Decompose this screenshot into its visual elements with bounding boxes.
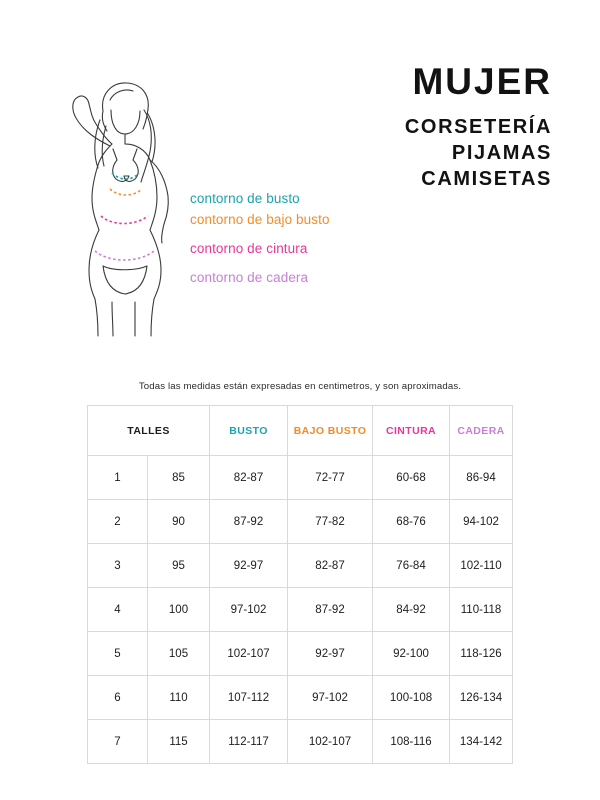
cell-cintura: 100-108 [373,676,450,720]
cell-talle: 5 [88,632,148,676]
cell-cintura: 92-100 [373,632,450,676]
page-title: MUJER [412,61,552,102]
cell-busto: 87-92 [210,500,288,544]
table-header-cadera: CADERA [450,406,513,456]
measurement-note: Todas las medidas están expresadas en centimetros, y son aproximadas. [138,381,462,392]
cell-talle-cm: 105 [148,632,210,676]
cell-bajo-busto: 87-92 [288,588,373,632]
legend-item-bajo-busto: contorno de bajo busto [190,212,330,227]
cell-bajo-busto: 82-87 [288,544,373,588]
table-body [88,456,513,764]
cell-busto: 107-112 [210,676,288,720]
legend-item-cadera: contorno de cadera [190,270,309,285]
size-table-wrapper [87,405,512,764]
top-section [0,0,600,360]
cell-talle: 1 [88,456,148,500]
legend-item-cintura: contorno de cintura [190,241,308,256]
cell-busto: 102-107 [210,632,288,676]
table-header-row [88,406,513,456]
table-header-cintura: CINTURA [373,406,450,456]
cell-talle-cm: 90 [148,500,210,544]
table-row [88,632,513,676]
cell-cintura: 68-76 [373,500,450,544]
table-header-busto: BUSTO [210,406,288,456]
subtitle-pijamas: PIJAMAS [451,142,552,164]
table-header-talles: TALLES [88,406,210,456]
cell-talle-cm: 115 [148,720,210,764]
cell-cadera: 110-118 [450,588,513,632]
cell-talle: 7 [88,720,148,764]
title-block [405,60,552,192]
cell-talle-cm: 110 [148,676,210,720]
table-row [88,544,513,588]
cell-bajo-busto: 102-107 [288,720,373,764]
size-table [87,405,513,764]
cell-talle: 3 [88,544,148,588]
cell-busto: 112-117 [210,720,288,764]
cell-talle-cm: 95 [148,544,210,588]
cell-talle: 2 [88,500,148,544]
cell-cintura: 84-92 [373,588,450,632]
table-header-bajo-busto: BAJO BUSTO [288,406,373,456]
cell-busto: 92-97 [210,544,288,588]
cell-cadera: 102-110 [450,544,513,588]
cell-cadera: 126-134 [450,676,513,720]
cell-bajo-busto: 77-82 [288,500,373,544]
cell-cintura: 60-68 [373,456,450,500]
legend-item-busto: contorno de busto [190,191,300,206]
cell-talle: 6 [88,676,148,720]
cell-talle: 4 [88,588,148,632]
cell-cintura: 76-84 [373,544,450,588]
cell-busto: 82-87 [210,456,288,500]
table-row [88,720,513,764]
table-row [88,676,513,720]
cell-cadera: 118-126 [450,632,513,676]
subtitle-corseteria: CORSETERÍA [404,116,552,138]
cell-busto: 97-102 [210,588,288,632]
cell-bajo-busto: 72-77 [288,456,373,500]
cell-bajo-busto: 92-97 [288,632,373,676]
table-row [88,456,513,500]
cell-cadera: 86-94 [450,456,513,500]
cell-cintura: 108-116 [373,720,450,764]
female-body-illustration [40,70,210,340]
cell-talle-cm: 85 [148,456,210,500]
measurement-legend [190,188,410,288]
table-row [88,588,513,632]
cell-cadera: 94-102 [450,500,513,544]
cell-cadera: 134-142 [450,720,513,764]
cell-bajo-busto: 97-102 [288,676,373,720]
cell-talle-cm: 100 [148,588,210,632]
subtitle-camisetas: CAMISETAS [421,168,552,190]
table-row [88,500,513,544]
